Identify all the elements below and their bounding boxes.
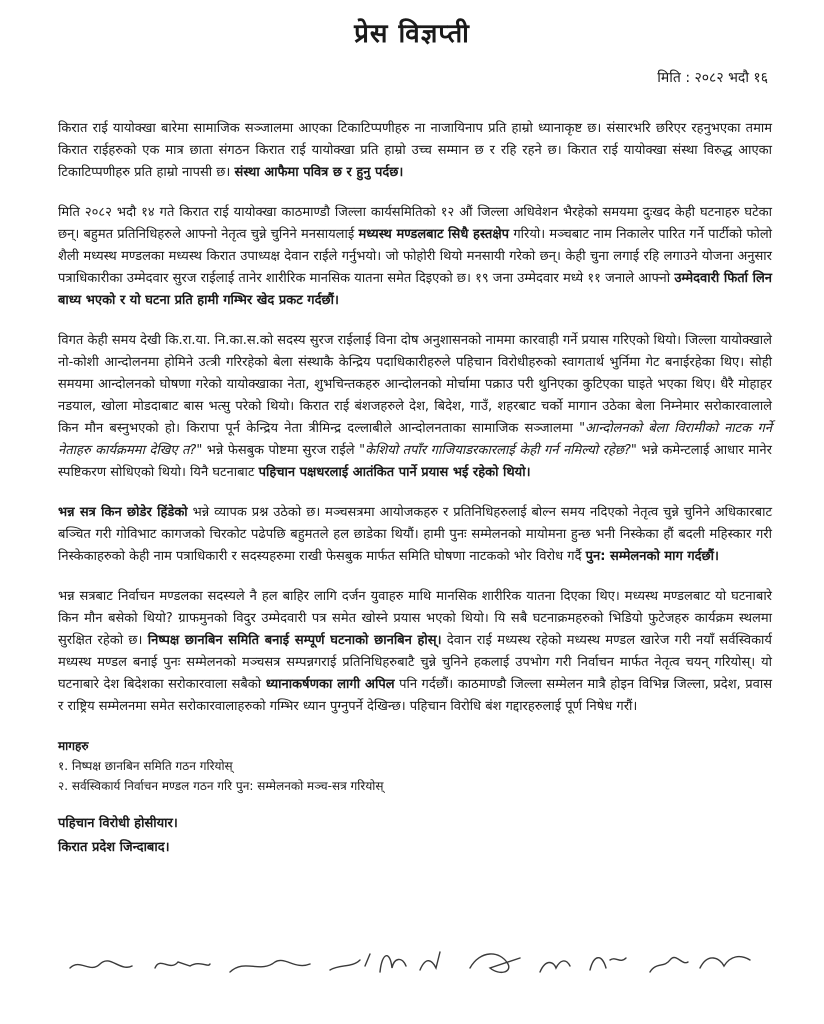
signature-5 [380,956,406,972]
slogan: पहिचान विरोधी होसीयार। [58,816,178,831]
paragraph-emphasis: पहिचान पक्षधरलाई आतंकित पार्ने प्रयास भई रहेको थियो। [258,465,531,480]
demand-item: १. निष्पक्ष छानबिन समिति गठन गरियोस् [58,759,233,773]
signature-7 [470,954,520,972]
release-body [58,118,772,860]
signature-9 [590,958,626,970]
signature-4 [330,954,370,970]
paragraph-emphasis: उम्मेदवारी फिर्ता लिन बाध्य भएको र यो घटना प्रति हामी गम्भिर खेद प्रकट गर्दछौं। [58,271,772,308]
paragraph-text: भन्ने फेसबुक पोष्टमा सुरज राईले [206,443,355,458]
paragraph-emphasis: ध्यानाकर्षणका लागी अपिल [265,677,395,692]
demands-list [58,736,772,796]
slogan: किरात प्रदेश जिन्दाबाद। [58,840,170,855]
paragraph-text: पनि गर्दछौं। काठमाण्डौ जिल्ला सम्मेलन मात्रै होइन विभिन्न जिल्ला, प्रदेश, प्रवास र राष्ट्रिय सम्मेलनमा समेत सरोकारवालाहरुको गम्भिर ध्यान पुग्नुपर्ने देखिन्छ। पहिचान विरोधि बंश गद्दारहरुलाई पूर्ण निषेध गरौं। [58,677,772,714]
paragraph-emphasis: संस्था आफैमा पवित्र छ र हुनु पर्दछ। [234,165,404,180]
signature-1 [70,961,132,968]
paragraph-text: गरियो। मञ्चबाट नाम निकालेर पारित गर्ने पार्टीको फोलो शैली मध्यस्थ मण्डलका मध्यस्थ किरात उपाध्यक्ष देवान राईले गर्नुभयो। जो फोहोरी थियो मनसायी गरेको छन्। केही चुना लगाई रहि लगाउने योजना अनुसार पत्राधिकारीका उम्मेदवार सुरज राईलाई तानेर शारीरिक मानसिक यातना समेत दिइएको छ। १९ जना उम्मेदवार मध्ये ११ जनाले आफ्नो [58,227,773,286]
demands-title: मागहरु [58,739,89,753]
paragraph-text: भन्ने कमेन्टलाई आधार मानेर स्पष्टिकरण सोधिएको थियो। यिनै घटनाबाट [58,443,772,480]
paragraph-text: भन्न सत्रबाट निर्वाचन मण्डलका सदस्यले नै हल बाहिर लागि दर्जन युवाहरु माथि मानसिक शारीरिक यातना दिएका थिए। मध्यस्थ मण्डलबाट यो घटनाबारे किन मौन बसेको थियो? ग्राफमुनको विदुर उम्मेदवारी पत्र समेत खोस्ने प्रयास भएको थियो। यि सबै घटनाक्रमहरुको भिडियो फुटेजहरु कार्यक्रम स्थलमा सुरक्षित रहेको छ। [58,589,772,648]
paragraph-emphasis: मध्यस्थ मण्डलबाट सिधै हस्तक्षेप [358,227,510,242]
paragraph-1 [58,118,772,184]
signature-2 [155,962,210,968]
paragraph-quote: "केशियो तपाँर गाजियाडरकारलाई केही गर्न नमिल्यो रहेछ?" [359,443,637,458]
paragraph-text: भन्ने व्यापक प्रश्न उठेको छ। मञ्चसत्रमा आयोजकहरु र प्रतिनिधिहरुलाई बोल्न समय नदिएको नेतृत्व चुन्ने चुनिने अधिकारबाट बञ्चित गरी गोविभाट कागजको चिरकोट पढेपछि बहुमतले हल छाडेका थियौं। हामी पुनः सम्मेलनको मायोमना हुन्छ भनी निस्केका हौं बदली महिस्कार गरी निस्केकाहरुको केही नाम पत्राधिकारी र सदस्यहरुमा राखी फेसबुक मार्फत समिति घोषणा नाटकको भोर विरोध गर्दै [58,505,772,564]
signature-8 [540,961,570,972]
paragraph-2 [58,202,772,312]
paragraph-text: मिति २०८२ भदौ १४ गते किरात राई यायोक्खा काठमाण्डौ जिल्ला कार्यसमितिको १२ औं जिल्ला अधिवेशन भैरहेको समयमा दुःखद केही घटनाहरु घटेका छन्। बहुमत प्रतिनिधिहरुले आफ्नो नेतृत्व चुन्ने चुनिने मनसायलाई [58,205,772,242]
paragraph-text: विगत केही समय देखी कि.रा.या. नि.का.स.को सदस्य सुरज राईलाई विना दोष अनुशासनको नाममा कारवाही गर्ने प्रयास गरिएको थियो। जिल्ला यायोक्खाले नो-कोशी आन्दोलनमा होमिने उत्त्री गरिरहेको बेला संस्थाकै केन्द्रिय पदाधिकारीहरुले पहिचान विरोधीहरुको स्वागतार्थ भुर्निमा गेट बनाईरहेका थिए। सोही समयमा आन्दोलनको घोषणा गरेको यायोक्खाका नेता, शुभचिन्तकहरु आन्दोलनको मोर्चामा पक्राउ परी थुनिएका कुटिएका घाइते भएका थिए। धैरै मोहाहर नडयाल, खोला मोडदाबाट बास भत्सु परेको थियो। किरात राई बंशजहरुले देश, बिदेश, गाउँ, शहरबाट चर्को मागान उठेका बेला निम्नेमार सरोकारवालाले किन मौन बस्नुभएको हो। किरापा पूर्न केन्द्रिय नेता त्रीमिन्द्र दल्लाबीले आन्दोलनताका सामाजिक सञ्जालमा [58,333,772,436]
paragraph-3 [58,330,772,484]
paragraph-quote: "आन्दोलनको बेला विरामीको नाटक गर्ने नेताहरु कार्यक्रममा देखिए त?" [58,421,772,458]
paragraph-emphasis: भन्न सत्र किन छोडेर हिंडेको [58,505,188,520]
paragraph-emphasis: निष्पक्ष छानबिन समिति बनाई सम्पूर्ण घटनाको छानबिन होस्। [147,633,442,648]
demand-item: २. सर्वस्विकार्य निर्वाचन मण्डल गठन गरि पुन: सम्मेलनको मञ्च-सत्र गरियोस् [58,779,384,793]
release-date: मिति : २०८२ भदौ १६ [657,70,768,86]
paragraph-emphasis: पुन: सम्मेलनको माग गर्दछौं। [585,549,719,564]
page-title: प्रेस विज्ञप्ती [354,19,470,49]
paragraph-4 [58,502,772,568]
signature-row [60,938,760,988]
paragraph-5 [58,586,772,718]
signature-10 [650,957,688,972]
paragraph-text: देवान राई मध्यस्थ रहेको मध्यस्थ मण्डल खारेज गरी नयाँ सर्वस्विकार्य मध्यस्थ मण्डल बनाई पुनः सम्मेलनको मञ्चसत्र सम्पन्नगराई प्रतिनिधिहरुबाटै चुन्ने चुनिने हकलाई उपभोग गरी निर्वाचन मार्फत नेतृत्व चयन् गरियोस्। यो घटनाबारे देश बिदेशका सरोकारवाला सबैको [58,633,772,692]
signature-11 [700,957,750,968]
signature-3 [230,960,310,972]
paragraph-text: किरात राई यायोक्खा बारेमा सामाजिक सञ्जालमा आएका टिकाटिप्पणीहरु ना नाजायिनाप प्रति हाम्रो ध्यानाकृष्ट छ। संसारभरि छरिएर रहनुभएका तमाम किरात राईहरुको एक मात्र छाता संगठन किरात राई यायोक्खा प्रति हाम्रो उच्च सम्मान छ र रहि रहने छ। किरात राई यायोक्खा संस्था विरुद्ध आएका टिकाटिप्पणीहरु प्रति हाम्रो नापसी छ। [58,121,772,180]
signatures-image [60,938,760,988]
signature-6 [420,952,440,970]
